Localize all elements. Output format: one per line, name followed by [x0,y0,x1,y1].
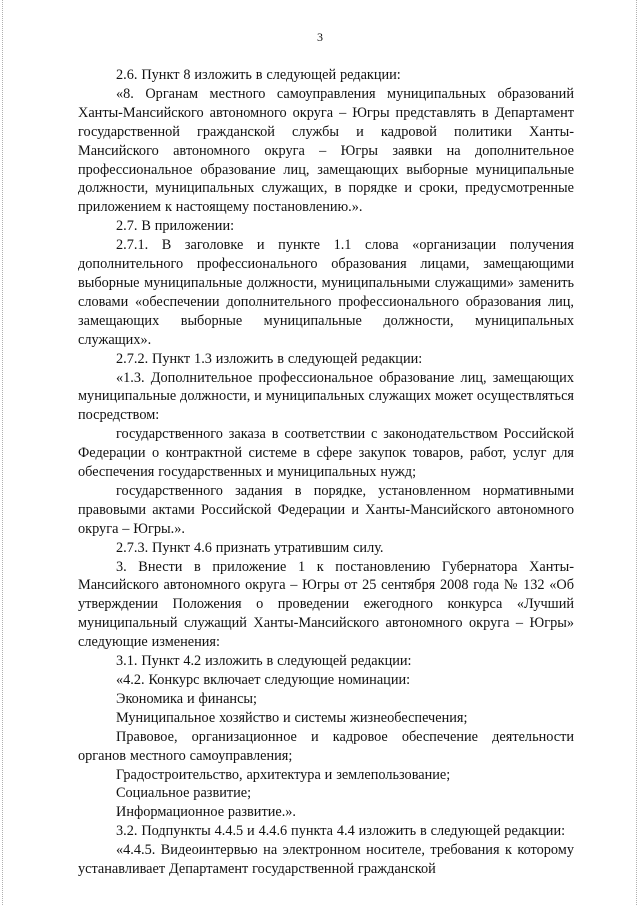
paragraph: Правовое, организационное и кадровое обеспечение деятельности органов местного самоуправления; [78,728,574,764]
scan-edge-right [636,0,638,905]
scan-edge-left [2,0,4,905]
paragraph: «1.3. Дополнительное профессиональное образование лиц, замещающих муниципальные должности, и муниципальных служащих может осуществляться посредством: [78,369,574,424]
paragraph: 2.7.2. Пункт 1.3 изложить в следующей редакции: [116,350,423,367]
paragraph: Информационное развитие.». [116,804,296,821]
paragraph: 2.6. Пункт 8 изложить в следующей редакции: [116,67,401,83]
paragraph: Градостроительство, архитектура и землепользование; [116,766,451,783]
paragraph: государственного заказа в соответствии с законодательством Российской Федерации о контрактной системе в сфере закупок товаров, работ, услуг для обеспечения государственных и муниципальных нужд; [78,426,574,481]
paragraph: 3.2. Подпункты 4.4.5 и 4.4.6 пункта 4.4 изложить в следующей редакции: [116,823,566,840]
paragraph: «4.4.5. Видеоинтервью на электронном носителе, требования к которому устанавливает Департамент государственной гражданской [78,842,574,878]
paragraph: Муниципальное хозяйство и системы жизнеобеспечения; [116,709,468,726]
paragraph: 2.7.3. Пункт 4.6 признать утратившим силу. [116,539,384,556]
paragraph: «4.2. Конкурс включает следующие номинации: [116,672,411,688]
paragraph: 3. Внести в приложение 1 к постановлению Губернатора Ханты-Мансийского автономного округа – Югры от 25 сентября 2008 года № 132 «Об утверждении Положения о проведении ежегодного конкурса «Лучший муниципальный служащий Ханты-Мансийского автономного округа – Югры» следующие изменения: [78,558,574,651]
paragraph: Экономика и финансы; [116,690,257,707]
document-body [78,66,574,879]
paragraph: 2.7. В приложении: [116,218,235,235]
paragraph: 2.7.1. В заголовке и пункте 1.1 слова «организации получения дополнительного профессионального образования лицами, замещающими выборные муниципальные должности, муниципальными служащими» заменить словами «обеспечении дополнительного профессионального образования лиц, замещающих выборные муниципальные должности, муниципальных служащих». [78,237,574,348]
paragraph: 3.1. Пункт 4.2 изложить в следующей редакции: [116,653,412,670]
page-number: 3 [317,30,323,44]
paragraph: «8. Органам местного самоуправления муниципальных образований Ханты-Мансийского автономного округа – Югры представлять в Департамент государственной гражданской службы и кадровой политики Ханты-Мансийского автономного округа – Югры заявки на дополнительное профессиональное образование лиц, замещающих выборные муниципальные должности, муниципальных служащих, в порядке и сроки, предусмотренные приложением к настоящему постановлению.». [78,85,574,216]
paragraph: Социальное развитие; [116,785,252,802]
paragraph: государственного задания в порядке, установленном нормативными правовыми актами Российской Федерации и Ханты-Мансийского автономного округа – Югры.». [78,482,574,537]
